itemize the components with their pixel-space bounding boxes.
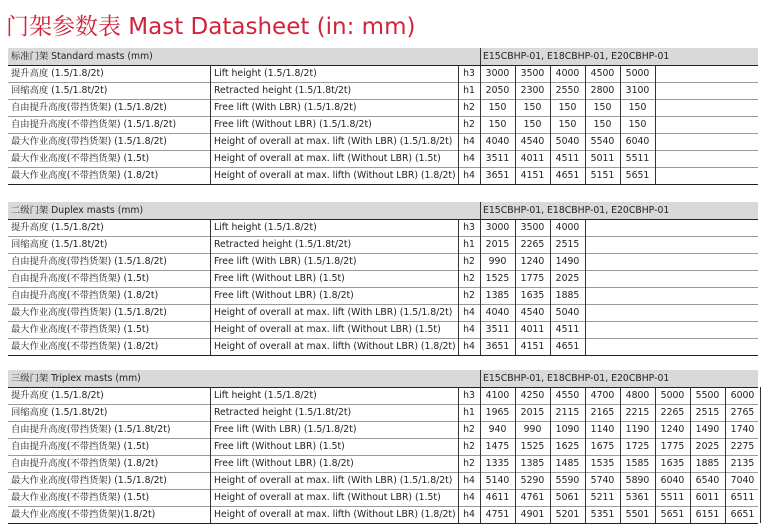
value-cell: 5590 bbox=[555, 475, 580, 486]
value-cell: 3500 bbox=[520, 222, 545, 233]
row-label-en: Free lift (Without LBR) (1.8/2t) bbox=[214, 290, 354, 301]
value-cell: 6000 bbox=[730, 390, 755, 401]
value-cell: 2550 bbox=[555, 85, 580, 96]
value-cell: 4040 bbox=[485, 307, 510, 318]
value-cell: 2515 bbox=[695, 407, 720, 418]
value-cell: 1725 bbox=[625, 441, 650, 452]
table-row bbox=[8, 150, 758, 167]
table-row bbox=[8, 133, 758, 150]
value-cell: 4151 bbox=[520, 170, 545, 181]
value-cell: 1490 bbox=[555, 256, 580, 267]
dimension-code: h3 bbox=[463, 222, 475, 233]
value-cell: 150 bbox=[488, 102, 507, 113]
table-row bbox=[8, 167, 758, 184]
value-cell: 3100 bbox=[625, 85, 650, 96]
value-cell: 4700 bbox=[590, 390, 615, 401]
value-cell: 5290 bbox=[520, 475, 545, 486]
value-cell: 1635 bbox=[520, 290, 545, 301]
table-row bbox=[8, 287, 758, 304]
value-cell: 4540 bbox=[520, 136, 545, 147]
value-cell: 1475 bbox=[485, 441, 510, 452]
dimension-code: h2 bbox=[463, 273, 475, 284]
value-cell: 2050 bbox=[485, 85, 510, 96]
row-label-zh: 自由提升高度(不带挡货架) (1.5t) bbox=[11, 441, 150, 452]
table-row bbox=[8, 387, 758, 404]
value-cell: 5040 bbox=[555, 307, 580, 318]
table-row bbox=[8, 438, 758, 455]
row-label-en: Height of overall at max. lift (Without LBR) (1.5t) bbox=[214, 492, 441, 503]
value-cell: 6040 bbox=[660, 475, 685, 486]
table-row bbox=[8, 99, 758, 116]
value-cell: 3651 bbox=[485, 341, 510, 352]
value-cell: 2265 bbox=[660, 407, 685, 418]
value-cell: 5501 bbox=[625, 509, 650, 520]
value-cell: 1090 bbox=[555, 424, 580, 435]
value-cell: 1635 bbox=[660, 458, 685, 469]
dimension-code: h4 bbox=[463, 509, 475, 520]
value-cell: 2300 bbox=[520, 85, 545, 96]
value-cell: 1740 bbox=[730, 424, 755, 435]
row-label-zh: 最大作业高度(不带挡货架) (1.5t) bbox=[11, 153, 150, 164]
value-cell: 150 bbox=[558, 119, 577, 130]
dimension-code: h4 bbox=[463, 475, 475, 486]
value-cell: 4611 bbox=[485, 492, 510, 503]
row-label-en: Lift height (1.5/1.8/2t) bbox=[214, 390, 317, 401]
table-row bbox=[8, 236, 758, 253]
row-label-en: Lift height (1.5/1.8/2t) bbox=[214, 222, 317, 233]
value-cell: 2015 bbox=[485, 239, 510, 250]
value-cell: 150 bbox=[628, 102, 647, 113]
value-cell: 6040 bbox=[625, 136, 650, 147]
table-row bbox=[8, 65, 758, 82]
value-cell: 5000 bbox=[660, 390, 685, 401]
value-cell: 2265 bbox=[520, 239, 545, 250]
value-cell: 1140 bbox=[590, 424, 615, 435]
section-title: 三级门架 Triplex masts (mm) bbox=[11, 373, 141, 384]
value-cell: 990 bbox=[523, 424, 542, 435]
row-label-zh: 最大作业高度(带挡货架) (1.5/1.8/2t) bbox=[11, 307, 167, 318]
value-cell: 4040 bbox=[485, 136, 510, 147]
value-cell: 5000 bbox=[625, 68, 650, 79]
value-cell: 4901 bbox=[520, 509, 545, 520]
table-row bbox=[8, 455, 758, 472]
row-label-en: Retracted height (1.5/1.8t/2t) bbox=[214, 407, 352, 418]
value-cell: 4761 bbox=[520, 492, 545, 503]
value-cell: 1775 bbox=[520, 273, 545, 284]
dimension-code: h4 bbox=[463, 492, 475, 503]
table-row bbox=[8, 116, 758, 133]
value-cell: 1965 bbox=[485, 407, 510, 418]
value-cell: 5011 bbox=[590, 153, 615, 164]
table-row bbox=[8, 270, 758, 287]
value-cell: 150 bbox=[558, 102, 577, 113]
value-cell: 1385 bbox=[520, 458, 545, 469]
row-label-en: Lift height (1.5/1.8/2t) bbox=[214, 68, 317, 79]
dimension-code: h2 bbox=[463, 119, 475, 130]
value-cell: 4651 bbox=[555, 170, 580, 181]
row-label-zh: 提升高度 (1.5/1.8/2t) bbox=[11, 68, 104, 79]
table-row bbox=[8, 82, 758, 99]
row-label-en: Height of overall at max. lifth (Without LBR) (1.8/2t) bbox=[214, 170, 456, 181]
value-cell: 2215 bbox=[625, 407, 650, 418]
row-label-zh: 最大作业高度(不带挡货架) (1.8/2t) bbox=[11, 341, 159, 352]
value-cell: 5140 bbox=[485, 475, 510, 486]
standard-masts-table bbox=[8, 48, 758, 184]
value-cell: 3651 bbox=[485, 170, 510, 181]
value-cell: 4500 bbox=[590, 68, 615, 79]
value-cell: 5211 bbox=[590, 492, 615, 503]
value-cell: 1490 bbox=[695, 424, 720, 435]
value-cell: 5351 bbox=[590, 509, 615, 520]
value-cell: 4011 bbox=[520, 153, 545, 164]
value-cell: 5740 bbox=[590, 475, 615, 486]
value-cell: 2115 bbox=[555, 407, 580, 418]
value-cell: 2515 bbox=[555, 239, 580, 250]
row-label-en: Free lift (With LBR) (1.5/1.8/2t) bbox=[214, 256, 357, 267]
value-cell: 5151 bbox=[590, 170, 615, 181]
table-row bbox=[8, 404, 758, 421]
row-label-en: Height of overall at max. lifth (Without LBR) (1.8/2t) bbox=[214, 509, 456, 520]
table-row bbox=[8, 321, 758, 338]
value-cell: 6011 bbox=[695, 492, 720, 503]
value-cell: 4751 bbox=[485, 509, 510, 520]
row-label-en: Height of overall at max. lifth (Without LBR) (1.8/2t) bbox=[214, 341, 456, 352]
value-cell: 1625 bbox=[555, 441, 580, 452]
value-cell: 5361 bbox=[625, 492, 650, 503]
value-cell: 150 bbox=[593, 119, 612, 130]
row-label-en: Free lift (Without LBR) (1.8/2t) bbox=[214, 458, 354, 469]
value-cell: 5651 bbox=[625, 170, 650, 181]
value-cell: 1190 bbox=[625, 424, 650, 435]
value-cell: 4100 bbox=[485, 390, 510, 401]
row-label-en: Free lift (Without LBR) (1.5/1.8/2t) bbox=[214, 119, 372, 130]
dimension-code: h2 bbox=[463, 102, 475, 113]
dimension-code: h1 bbox=[463, 407, 475, 418]
table-row bbox=[8, 219, 758, 236]
value-cell: 1675 bbox=[590, 441, 615, 452]
row-label-zh: 自由提升高度(不带挡货架) (1.5/1.8/2t) bbox=[11, 119, 177, 130]
value-cell: 3511 bbox=[485, 153, 510, 164]
value-cell: 2165 bbox=[590, 407, 615, 418]
row-label-zh: 最大作业高度(不带挡货架)(1.8/2t) bbox=[11, 509, 156, 520]
value-cell: 1585 bbox=[625, 458, 650, 469]
value-cell: 4250 bbox=[520, 390, 545, 401]
value-cell: 6540 bbox=[695, 475, 720, 486]
row-label-zh: 自由提升高度(不带挡货架) (1.8/2t) bbox=[11, 458, 159, 469]
value-cell: 3000 bbox=[485, 68, 510, 79]
row-label-zh: 自由提升高度(带挡货架) (1.5/1.8/2t) bbox=[11, 102, 167, 113]
row-label-en: Free lift (With LBR) (1.5/1.8/2t) bbox=[214, 424, 357, 435]
value-cell: 5651 bbox=[660, 509, 685, 520]
dimension-code: h2 bbox=[463, 441, 475, 452]
dimension-code: h2 bbox=[463, 458, 475, 469]
value-cell: 3500 bbox=[520, 68, 545, 79]
value-cell: 940 bbox=[488, 424, 507, 435]
dimension-code: h4 bbox=[463, 136, 475, 147]
value-cell: 5201 bbox=[555, 509, 580, 520]
value-cell: 1535 bbox=[590, 458, 615, 469]
value-cell: 2800 bbox=[590, 85, 615, 96]
value-cell: 4800 bbox=[625, 390, 650, 401]
row-label-en: Retracted height (1.5/1.8t/2t) bbox=[214, 85, 352, 96]
value-cell: 3511 bbox=[485, 324, 510, 335]
value-cell: 2015 bbox=[520, 407, 545, 418]
value-cell: 150 bbox=[593, 102, 612, 113]
value-cell: 150 bbox=[523, 102, 542, 113]
dimension-code: h4 bbox=[463, 324, 475, 335]
section-header-row bbox=[8, 48, 758, 65]
row-label-zh: 回缩高度 (1.5/1.8t/2t) bbox=[11, 407, 108, 418]
section-title: 标准门架 Standard masts (mm) bbox=[11, 51, 153, 62]
dimension-code: h4 bbox=[463, 341, 475, 352]
value-cell: 150 bbox=[523, 119, 542, 130]
value-cell: 5511 bbox=[660, 492, 685, 503]
table-row bbox=[8, 506, 758, 523]
row-label-en: Retracted height (1.5/1.8t/2t) bbox=[214, 239, 352, 250]
row-label-en: Free lift (Without LBR) (1.5t) bbox=[214, 273, 345, 284]
dimension-code: h2 bbox=[463, 256, 475, 267]
model-list: E15CBHP-01, E18CBHP-01, E20CBHP-01 bbox=[483, 51, 670, 62]
value-cell: 4000 bbox=[555, 222, 580, 233]
dimension-code: h2 bbox=[463, 290, 475, 301]
value-cell: 6511 bbox=[730, 492, 755, 503]
row-label-en: Height of overall at max. lift (With LBR) (1.5/1.8/2t) bbox=[214, 307, 453, 318]
dimension-code: h4 bbox=[463, 307, 475, 318]
value-cell: 1885 bbox=[555, 290, 580, 301]
value-cell: 2275 bbox=[730, 441, 755, 452]
value-cell: 5040 bbox=[555, 136, 580, 147]
value-cell: 1525 bbox=[520, 441, 545, 452]
value-cell: 4550 bbox=[555, 390, 580, 401]
value-cell: 7040 bbox=[730, 475, 755, 486]
dimension-code: h1 bbox=[463, 85, 475, 96]
value-cell: 5061 bbox=[555, 492, 580, 503]
value-cell: 6151 bbox=[695, 509, 720, 520]
table-row bbox=[8, 472, 758, 489]
row-label-zh: 回缩高度 (1.5/1.8t/2t) bbox=[11, 239, 108, 250]
value-cell: 4000 bbox=[555, 68, 580, 79]
table-row bbox=[8, 304, 758, 321]
value-cell: 5890 bbox=[625, 475, 650, 486]
dimension-code: h2 bbox=[463, 424, 475, 435]
row-label-en: Height of overall at max. lift (With LBR) (1.5/1.8/2t) bbox=[214, 136, 453, 147]
row-label-zh: 自由提升高度(带挡货架) (1.5/1.8/2t) bbox=[11, 256, 167, 267]
row-label-zh: 提升高度 (1.5/1.8/2t) bbox=[11, 222, 104, 233]
value-cell: 3000 bbox=[485, 222, 510, 233]
section-title: 二级门架 Duplex masts (mm) bbox=[11, 205, 144, 216]
row-label-en: Free lift (With LBR) (1.5/1.8/2t) bbox=[214, 102, 357, 113]
value-cell: 1485 bbox=[555, 458, 580, 469]
dimension-code: h4 bbox=[463, 153, 475, 164]
value-cell: 1240 bbox=[660, 424, 685, 435]
row-label-en: Height of overall at max. lift (Without LBR) (1.5t) bbox=[214, 324, 441, 335]
duplex-masts-table bbox=[8, 202, 758, 355]
row-label-zh: 最大作业高度(带挡货架) (1.5/1.8/2t) bbox=[11, 475, 167, 486]
model-list: E15CBHP-01, E18CBHP-01, E20CBHP-01 bbox=[483, 373, 670, 384]
row-label-zh: 回缩高度 (1.5/1.8t/2t) bbox=[11, 85, 108, 96]
row-label-en: Height of overall at max. lift (With LBR) (1.5/1.8/2t) bbox=[214, 475, 453, 486]
value-cell: 2765 bbox=[730, 407, 755, 418]
row-label-zh: 最大作业高度(不带挡货架) (1.5t) bbox=[11, 492, 150, 503]
table-row bbox=[8, 253, 758, 270]
value-cell: 1335 bbox=[485, 458, 510, 469]
value-cell: 4151 bbox=[520, 341, 545, 352]
dimension-code: h1 bbox=[463, 239, 475, 250]
value-cell: 150 bbox=[488, 119, 507, 130]
value-cell: 5500 bbox=[695, 390, 720, 401]
table-row bbox=[8, 338, 758, 355]
value-cell: 4011 bbox=[520, 324, 545, 335]
value-cell: 5540 bbox=[590, 136, 615, 147]
triplex-masts-table bbox=[8, 370, 758, 523]
value-cell: 150 bbox=[628, 119, 647, 130]
value-cell: 2025 bbox=[555, 273, 580, 284]
value-cell: 990 bbox=[488, 256, 507, 267]
row-label-en: Free lift (Without LBR) (1.5t) bbox=[214, 441, 345, 452]
row-label-zh: 最大作业高度(不带挡货架) (1.8/2t) bbox=[11, 170, 159, 181]
row-label-zh: 最大作业高度(带挡货架) (1.5/1.8/2t) bbox=[11, 136, 167, 147]
row-label-zh: 自由提升高度(带挡货架) (1.5/1.8t/2t) bbox=[11, 424, 171, 435]
value-cell: 4651 bbox=[555, 341, 580, 352]
dimension-code: h3 bbox=[463, 68, 475, 79]
value-cell: 5511 bbox=[625, 153, 650, 164]
value-cell: 1885 bbox=[695, 458, 720, 469]
section-header-row bbox=[8, 370, 758, 387]
value-cell: 6651 bbox=[730, 509, 755, 520]
value-cell: 2135 bbox=[730, 458, 755, 469]
table-row bbox=[8, 421, 758, 438]
value-cell: 4540 bbox=[520, 307, 545, 318]
row-label-zh: 最大作业高度(不带挡货架) (1.5t) bbox=[11, 324, 150, 335]
page-title: 门架参数表 Mast Datasheet (in: mm) bbox=[6, 14, 416, 40]
value-cell: 1775 bbox=[660, 441, 685, 452]
model-list: E15CBHP-01, E18CBHP-01, E20CBHP-01 bbox=[483, 205, 670, 216]
value-cell: 1385 bbox=[485, 290, 510, 301]
row-label-zh: 自由提升高度(不带挡货架) (1.5t) bbox=[11, 273, 150, 284]
value-cell: 2025 bbox=[695, 441, 720, 452]
table-row bbox=[8, 489, 758, 506]
value-cell: 4511 bbox=[555, 324, 580, 335]
dimension-code: h3 bbox=[463, 390, 475, 401]
value-cell: 4511 bbox=[555, 153, 580, 164]
row-label-zh: 提升高度 (1.5/1.8/2t) bbox=[11, 390, 104, 401]
value-cell: 1525 bbox=[485, 273, 510, 284]
value-cell: 1240 bbox=[520, 256, 545, 267]
row-label-en: Height of overall at max. lift (Without LBR) (1.5t) bbox=[214, 153, 441, 164]
dimension-code: h4 bbox=[463, 170, 475, 181]
row-label-zh: 自由提升高度(不带挡货架) (1.8/2t) bbox=[11, 290, 159, 301]
section-header-row bbox=[8, 202, 758, 219]
